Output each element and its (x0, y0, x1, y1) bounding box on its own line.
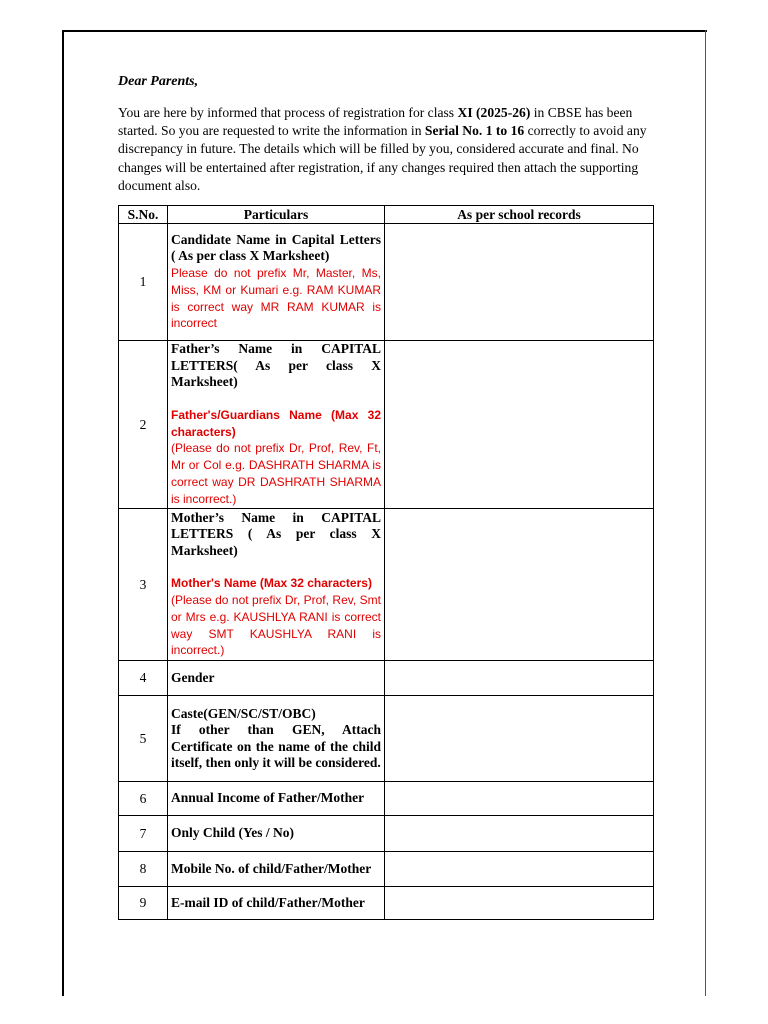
row-particulars (168, 341, 385, 509)
intro-serial: Serial No. 1 to 16 (424, 123, 525, 139)
row-note-heading: Father's/Guardians Name (Max 32 characters) (171, 407, 381, 439)
table-row (119, 696, 654, 782)
table-row (119, 782, 654, 816)
intro-text-3: correctly to avoid any discrepancy in future. The details which will be filled by you, considered accurate and final. No changes will be entertained after registration, if any changes required then attach the supporting document also. (118, 123, 647, 193)
table-row (119, 852, 654, 887)
row-value-field[interactable] (385, 509, 654, 661)
row-sno: 3 (119, 509, 168, 661)
page-border-right (705, 30, 706, 996)
intro-class: XI (2025-26) (457, 105, 531, 120)
row-particulars (168, 852, 385, 887)
salutation: Dear Parents, (118, 74, 199, 89)
row-value-field[interactable] (385, 224, 654, 341)
header-sno: S.No. (119, 206, 168, 224)
page-border-top (62, 30, 707, 32)
table-row (119, 816, 654, 852)
row-sno: 1 (119, 224, 168, 341)
header-school-records: As per school records (385, 206, 654, 224)
row-title: E-mail ID of child/Father/Mother (171, 894, 365, 910)
row-particulars (168, 816, 385, 852)
row-value-field[interactable] (385, 816, 654, 852)
row-title: Candidate Name in Capital Letters ( As per class X Marksheet) (171, 231, 381, 264)
intro-text-2: in CBSE has been started. So you are requested to write the information in (118, 105, 633, 139)
intro-paragraph (118, 104, 653, 195)
row-particulars (168, 224, 385, 341)
row-title: Father’s Name in CAPITAL LETTERS( As per class X Marksheet) (171, 341, 381, 390)
row-note: (Please do not prefix Dr, Prof, Rev, Ft, Mr or Col e.g. DASHRATH SHARMA is correct way DR DASHRATH SHARMA is incorrect.) (171, 441, 381, 506)
row-particulars (168, 782, 385, 816)
row-particulars (168, 661, 385, 696)
row-title: Annual Income of Father/Mother (171, 790, 365, 806)
table-row (119, 887, 654, 920)
row-title: Only Child (Yes / No) (171, 825, 295, 841)
row-sno: 7 (119, 816, 168, 852)
table-row (119, 509, 654, 661)
row-title: Mother’s Name in CAPITAL LETTERS ( As per class X Marksheet) (171, 509, 381, 558)
row-value-field[interactable] (385, 782, 654, 816)
row-particulars (168, 696, 385, 782)
row-title: Mobile No. of child/Father/Mother (171, 860, 372, 876)
row-value-field[interactable] (385, 852, 654, 887)
table-header-row (119, 206, 654, 224)
intro-text-1: You are here by informed that process of registration for class (118, 105, 458, 120)
row-particulars (168, 509, 385, 661)
row-sno: 6 (119, 782, 168, 816)
header-particulars: Particulars (168, 206, 385, 224)
row-title: Caste(GEN/SC/ST/OBC) (171, 705, 316, 721)
row-value-field[interactable] (385, 887, 654, 920)
row-title-extra: If other than GEN, Attach Certificate on the name of the child itself, then only it will be considered. (171, 722, 381, 770)
row-value-field[interactable] (385, 696, 654, 782)
row-sno: 5 (119, 696, 168, 782)
registration-table (118, 205, 654, 920)
row-sno: 4 (119, 661, 168, 696)
row-note-heading: Mother's Name (Max 32 characters) (171, 576, 372, 591)
page-border-left (62, 30, 64, 996)
table-row (119, 341, 654, 509)
row-title: Gender (171, 669, 215, 685)
row-particulars (168, 887, 385, 920)
row-sno: 9 (119, 887, 168, 920)
row-note: Please do not prefix Mr, Master, Ms, Miss, KM or Kumari e.g. RAM KUMAR is correct way MR RAM KUMAR is incorrect (171, 265, 381, 331)
row-value-field[interactable] (385, 661, 654, 696)
row-sno: 2 (119, 341, 168, 509)
table-row (119, 224, 654, 341)
row-sno: 8 (119, 852, 168, 887)
row-note: (Please do not prefix Dr, Prof, Rev, Smt or Mrs e.g. KAUSHLYA RANI is correct way SMT KAUSHLYA RANI is incorrect.) (171, 593, 381, 658)
letter-body (118, 74, 653, 195)
row-value-field[interactable] (385, 341, 654, 509)
table-row (119, 661, 654, 696)
